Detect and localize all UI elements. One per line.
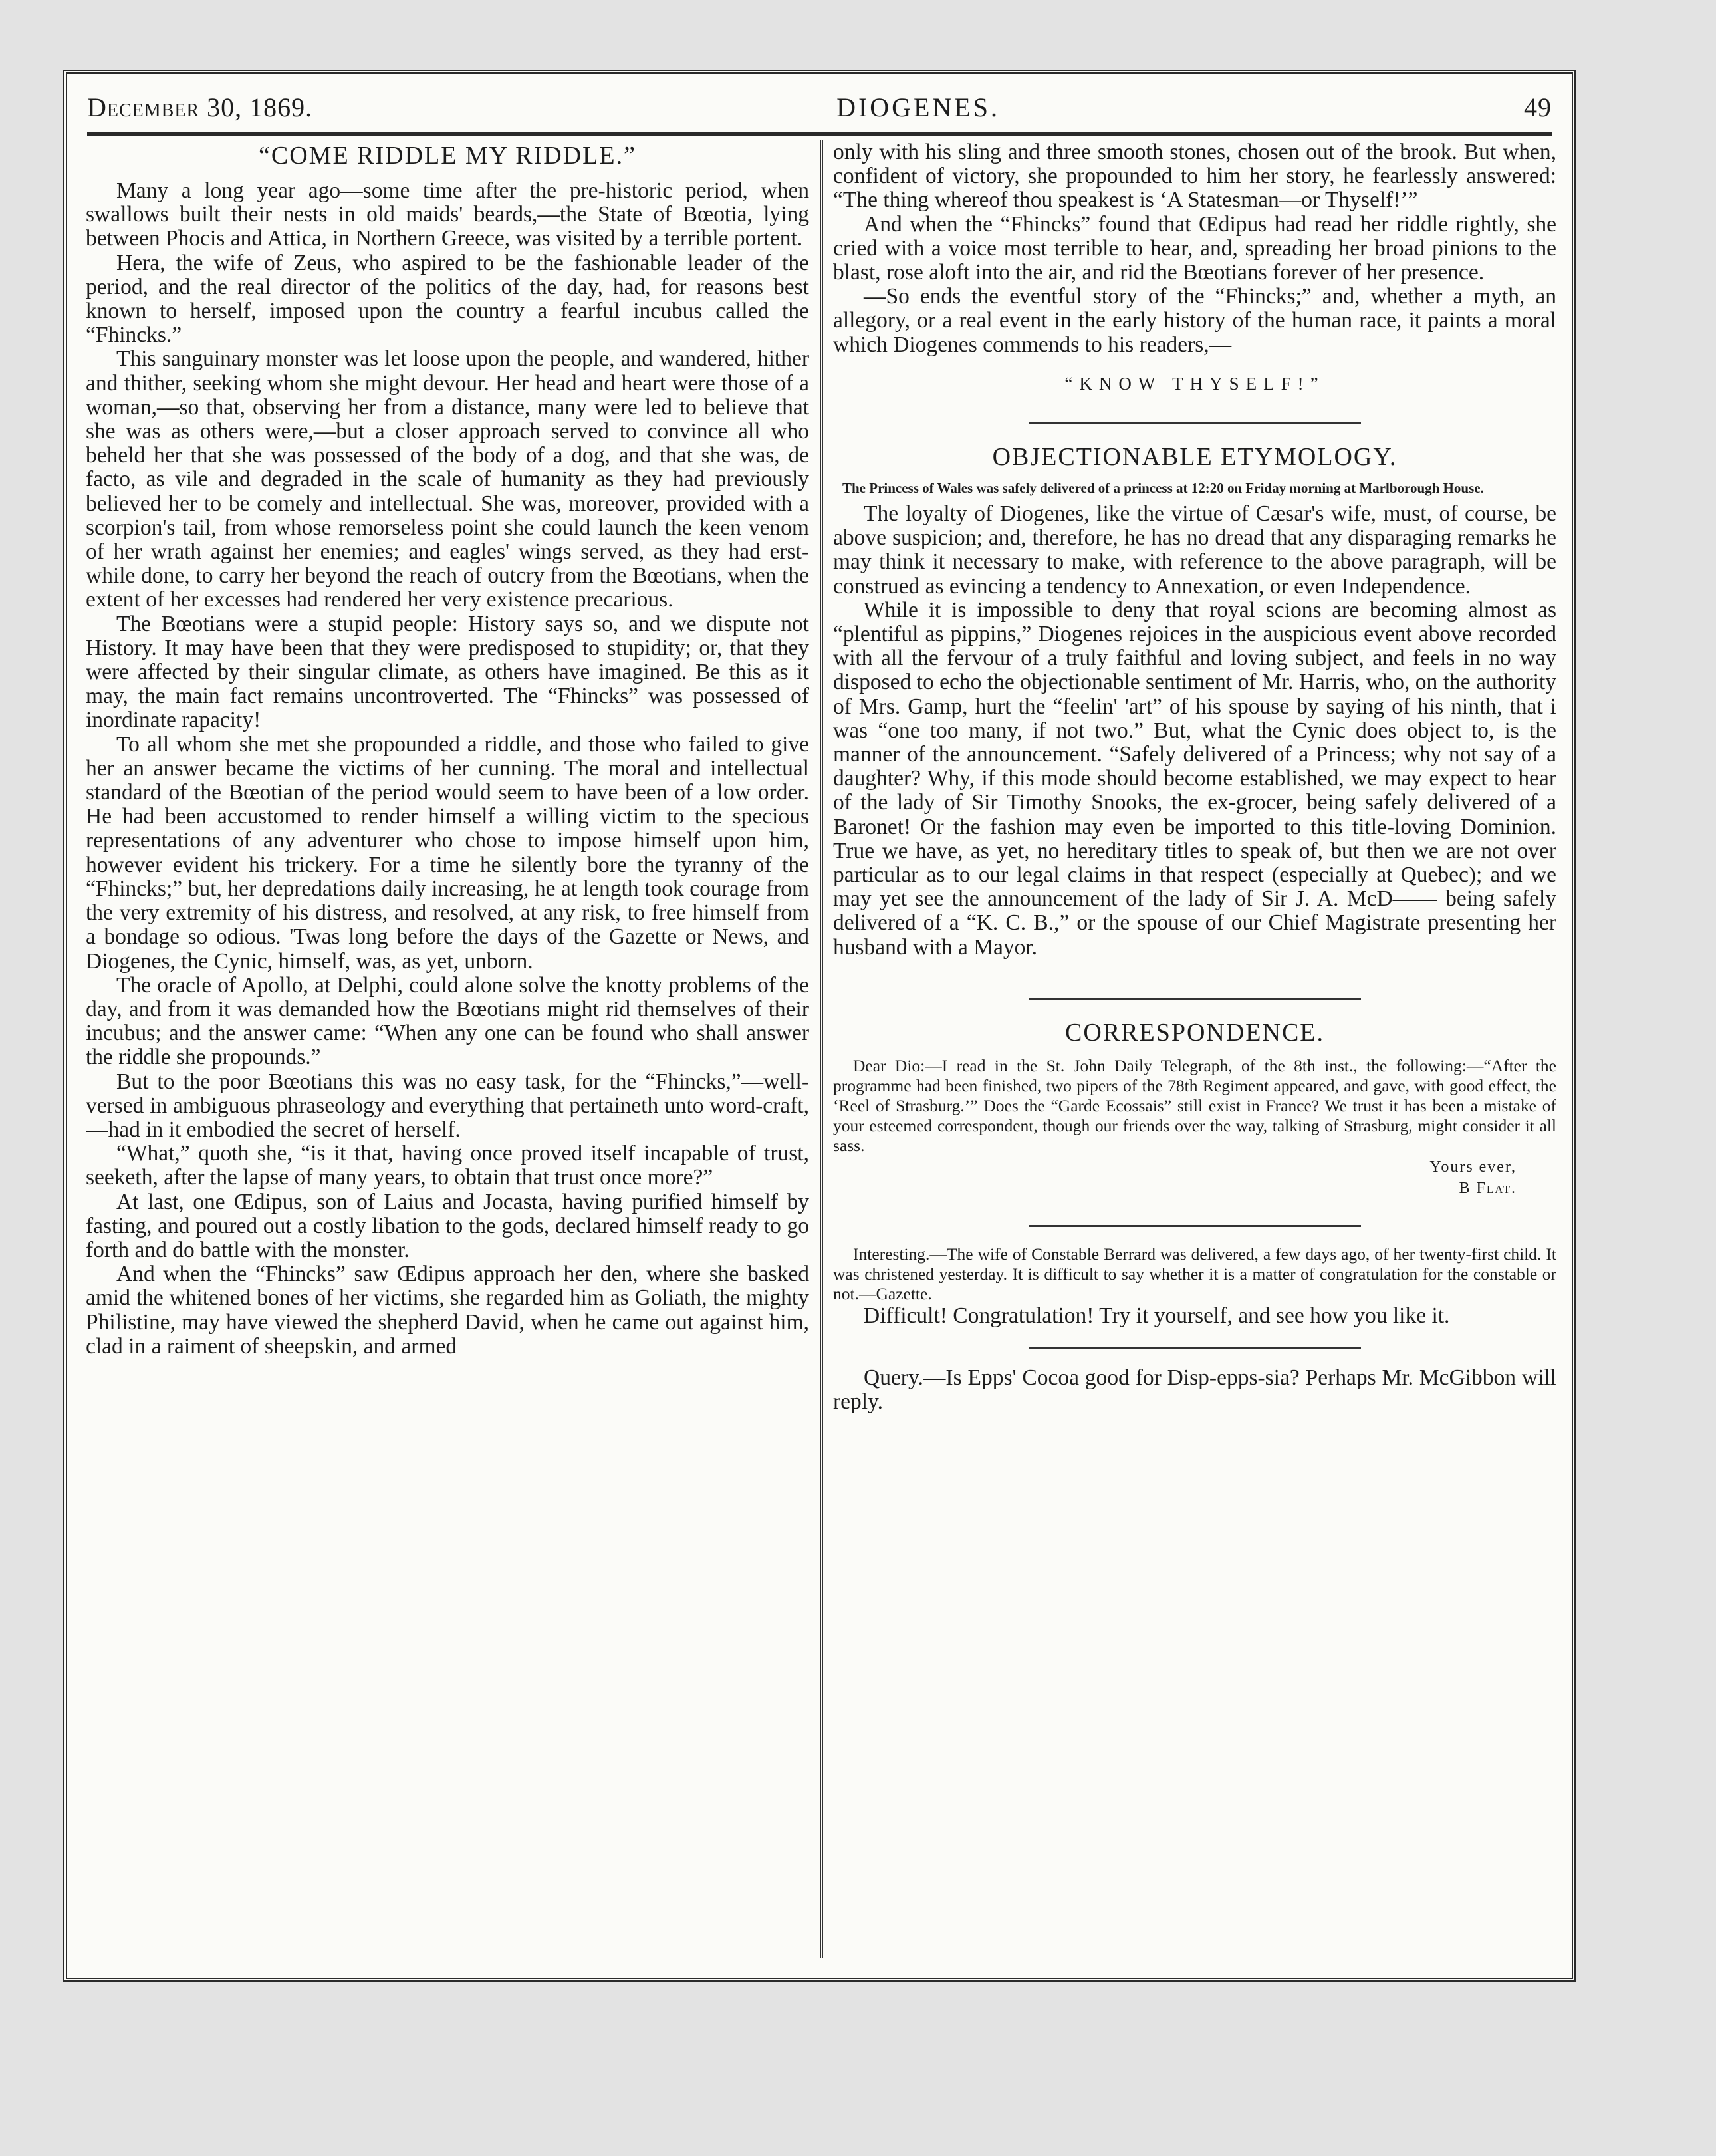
- letter-text: Dear Dio:—I read in the St. John Daily Telegraph, of the 8th inst., the following:—“After the programme had been finished, two pipers of the 78th Regiment appeared, and gave, with good effect, the ‘Reel of Strasburg.’” Does the “Garde Ecossais” still exist in France? We trust it has been a mistake of your esteemed correspondent, though our friends over the way, talking of Strasburg, might consider it all sass.: [833, 1055, 1556, 1155]
- query-text: Query.—Is Epps' Cocoa good for Disp-epps-sia? Perhaps Mr. McGibbon will reply.: [833, 1365, 1556, 1415]
- interesting-text: Interesting.—The wife of Constable Berrard was delivered, a few days ago, of her twenty-first child. It was christened yesterday. It is difficult to say whether it is a matter of congratulation for the constable or not.—Gazette.: [833, 1244, 1556, 1303]
- section-rule: [1029, 422, 1361, 424]
- section-rule: [1029, 998, 1361, 1000]
- right-column: [833, 140, 1556, 1958]
- letter-block: [833, 1056, 1556, 1198]
- masthead-title: DIOGENES.: [836, 92, 1001, 122]
- article-paragraph: To all whom she met she propounded a riddle, and those who failed to give her an answer became the victims of her cunning. The moral and intellectual standard of the Bœotian of the period would seem to have been of a low order. He had been accustomed to render himself a willing victim to the specious representations of any adventurer who chose to impose himself upon him, however evident his trickery. For a time he silently bore the tyranny of the “Fhincks;” but, her depredations daily increasing, he at length took courage from the very extremity of his distress, and resolved, at any risk, to free himself from a bondage so odious. 'Twas long before the days of the Gazette or News, and Diogenes, the Cynic, himself, was, as yet, unborn.: [86, 732, 809, 974]
- article-paragraph: —So ends the eventful story of the “Fhincks;” and, whether a myth, an allegory, or a real event in the early history of the human race, it paints a moral which Diogenes commends to his readers,—: [833, 284, 1556, 357]
- article-paragraph: At last, one Œdipus, son of Laius and Jocasta, having purified himself by fasting, and poured out a costly libation to the gods, declared himself ready to go forth and do battle with the monster.: [86, 1189, 809, 1262]
- article-paragraph: The oracle of Apollo, at Delphi, could alone solve the knotty problems of the day, and from it was demanded how the Bœotians might rid themselves of their incubus; and the answer came: “When any one can be found who shall answer the riddle she propounds.”: [86, 972, 809, 1070]
- interesting-block: [833, 1244, 1556, 1304]
- newspaper-page: [63, 70, 1576, 1982]
- section-rule: [1029, 1347, 1361, 1349]
- article-paragraph: And when the “Fhincks” saw Œdipus approach her den, where she basked amid the whitened bones of her victims, she regarded him as Goliath, the mighty Philistine, may have viewed the shepherd David, when he came out against him, clad in a raiment of sheepskin, and armed: [86, 1262, 809, 1359]
- article-paragraph: And when the “Fhincks” found that Œdipus had read her riddle rightly, she cried with a voice most terrible to hear, and, spreading her broad pinions to the blast, rose aloft into the air, and rid the Bœotians forever of her presence.: [833, 211, 1556, 285]
- quoted-notice: The Princess of Wales was safely delivered of a princess at 12:20 on Friday morning at Marlborough House.: [842, 480, 1484, 497]
- section-rule: [1029, 1225, 1361, 1227]
- page-header: [87, 82, 1552, 136]
- article-title-correspondence: CORRESPONDENCE.: [1065, 1018, 1324, 1047]
- article-paragraph: While it is impossible to deny that royal scions are becoming almost as “plentiful as pippins,” Diogenes rejoices in the auspicious event above recorded with all the fervour of a truly faithful and loving subject, and feels in no way disposed to echo the objectionable sentiment of Mr. Harris, who, on the authority of Mrs. Gamp, hurt the “feelin' 'art” of his spouse by saying of his ninth, that i was “one too many, if not two.” But, what the Cynic does object to, is the manner of the announcement. “Safely delivered of a Princess; why not say of a daughter? Why, if this mode should become established, we may expect to hear of the lady of Sir Timothy Snooks, the ex-grocer, being safely delivered of a Baronet! Or the fashion may even be imported to this title-loving Dominion. True we have, as yet, no hereditary titles to speak of, but then we are not over particular as to our legal claims in that respect (especially at Quebec); and we may yet see the announcement of the lady of Sir J. A. McD—— being safely delivered of a “K. C. B.,” or the spouse of our Chief Magistrate presenting her husband with a Mayor.: [833, 597, 1556, 960]
- article-paragraph: But to the poor Bœotians this was no easy task, for the “Fhincks,”—well-versed in ambiguous phraseology and everything that pertaineth unto word-craft,—had in it embodied the secret of herself.: [86, 1069, 809, 1142]
- column-divider: [820, 140, 823, 1958]
- article-title-riddle: “COME RIDDLE MY RIDDLE.”: [259, 142, 636, 170]
- article-paragraph: Hera, the wife of Zeus, who aspired to be the fashionable leader of the period, and the real director of the politics of the day, had, for reasons best known to herself, imposed upon the country a fearful incubus called the “Fhincks.”: [86, 250, 809, 348]
- letter-closing: Yours ever,: [1429, 1158, 1517, 1176]
- article-title-etymology: OBJECTIONABLE ETYMOLOGY.: [992, 443, 1398, 472]
- motto: “KNOW THYSELF!”: [1064, 373, 1325, 394]
- article-paragraph: Many a long year ago—some time after the pre-historic period, when swallows built their nests in old maids' beards,—the State of Bœotia, lying between Phocis and Attica, in Northern Greece, was visited by a terrible portent.: [86, 178, 809, 251]
- article-paragraph: The loyalty of Diogenes, like the virtue of Cæsar's wife, must, of course, be above suspicion; and, therefore, he has no dread that any disparaging remarks he may think it necessary to make, with reference to the above paragraph, will be construed as evincing a tendency to Annexation, or even Independence.: [833, 501, 1556, 599]
- article-paragraph: The Bœotians were a stupid people: History says so, and we dispute not History. It may have been that they were predisposed to stupidity; or, that they were affected by their singular climate, as others have imagined. Be this as it may, the main fact remains uncontroverted. The “Fhincks” was possessed of inordinate rapacity!: [86, 611, 809, 733]
- interesting-reply: Difficult! Congratulation! Try it yourself, and see how you like it.: [864, 1303, 1450, 1328]
- article-paragraph: This sanguinary monster was let loose upon the people, and wandered, hither and thither, seeking whom she might devour. Her head and heart were those of a woman,—so that, observing her from a distance, many were led to believe that she was as others were,—but a closer approach served to convince all who beheld her that she was possessed of the body of a dog, and that she was, de facto, as vile and degraded in the scale of humanity as they had previously believed her to be comely and intellectual. She was, moreover, provided with a scorpion's tail, from whose remorseless point she could launch the keen venom of her wrath against her enemies; and eagles' wings served, as they had erst-while done, to carry her beyond the reach of outcry from the Bœotians, when the extent of her excesses had rendered her very existence precarious.: [86, 346, 809, 612]
- article-paragraph: “What,” quoth she, “is it that, having once proved itself incapable of trust, seeketh, after the lapse of many years, to obtain that trust once more?”: [86, 1141, 809, 1190]
- letter-signature: B Flat.: [1459, 1179, 1517, 1197]
- issue-date: December 30, 1869.: [87, 92, 313, 122]
- page-number: 49: [1523, 92, 1552, 122]
- left-column: [86, 140, 809, 1958]
- article-paragraph: only with his sling and three smooth stones, chosen out of the brook. But when, confident of victory, she propounded to him her story, he fearlessly answered: “The thing whereof thou speakest is ‘A Statesman—or Thyself!’”: [833, 140, 1556, 213]
